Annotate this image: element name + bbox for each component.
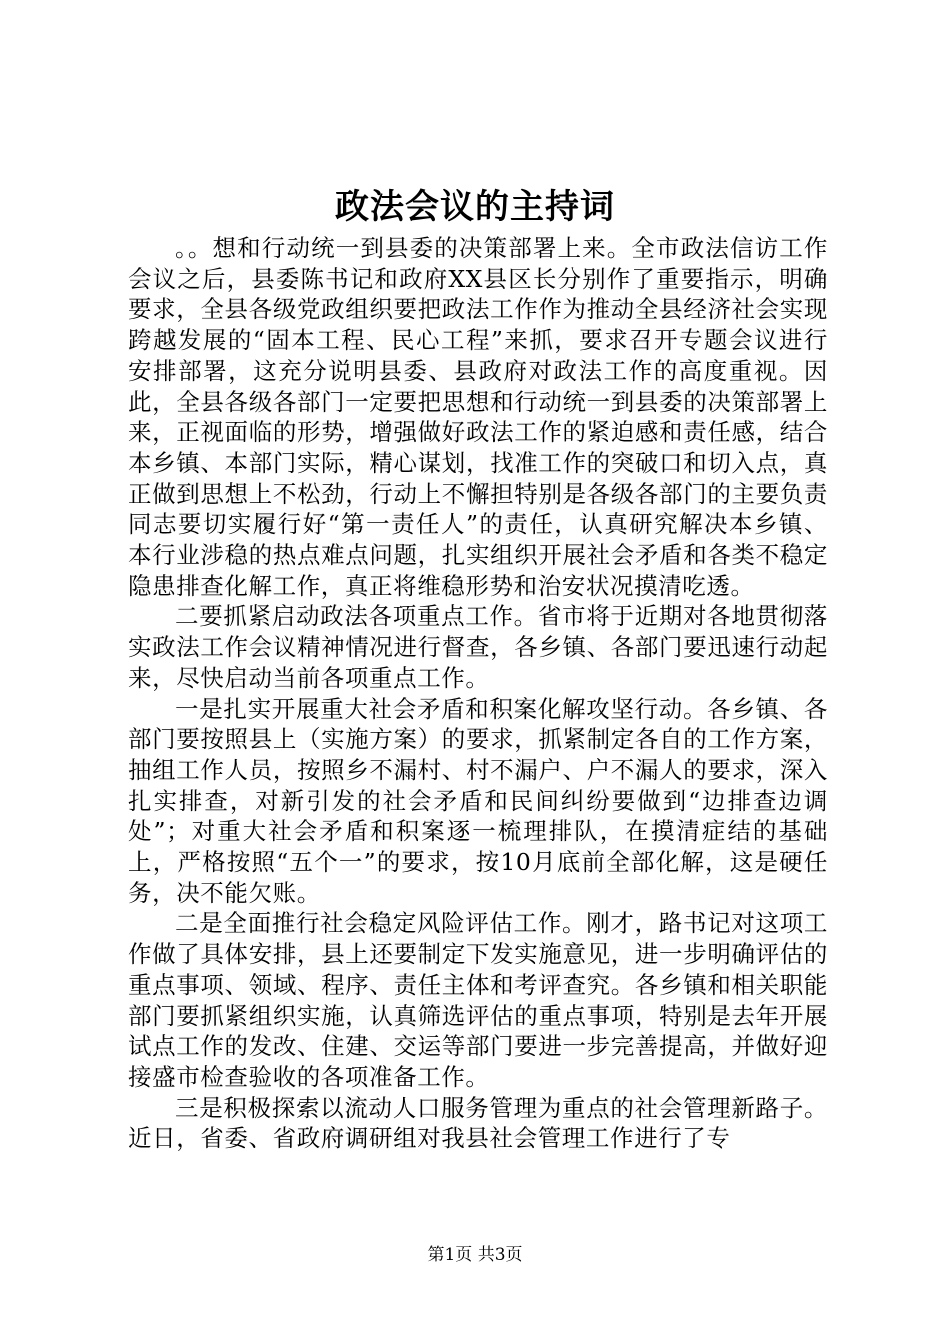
document-title: 政法会议的主持词 bbox=[335, 187, 615, 227]
paragraph-1: 。。想和行动统一到县委的决策部署上来。全市政法信访工作会议之后，县委陈书记和政府XX县区长分别作了重要指示，明确要求，全县各级党政组织要把政法工作作为推动全县经济社会实现跨越发展的“固本工程、民心工程”来抓，要求召开专题会议进行安排部署，这充分说明县委、县政府对政法工作的高度重视。因此，全县各级各部门一定要把思想和行动统一到县委的决策部署上来，正视面临的形势，增强做好政法工作的紧迫感和责任感，结合本乡镇、本部门实际，精心谋划，找准工作的突破口和切入点，真正做到思想上不松劲，行动上不懈担特别是各级各部门的主要负责同志要切实履行好“第一责任人”的责任，认真研究解决本乡镇、本行业涉稳的热点难点问题，扎实组织开展社会矛盾和各类不稳定隐患排查化解工作，真正将维稳形势和治安状况摸清吃透。 bbox=[128, 234, 828, 600]
document-body bbox=[128, 233, 828, 1154]
page-number-footer: 第1页 共3页 bbox=[427, 1245, 523, 1265]
paragraph-4: 二是全面推行社会稳定风险评估工作。刚才，路书记对这项工作做了具体安排，县上还要制定下发实施意见，进一步明确评估的重点事项、领域、程序、责任主体和考评查究。各乡镇和相关职能部门要抓紧组织实施，认真筛选评估的重点事项，特别是去年开展试点工作的发改、住建、交运等部门要进一步完善提高，并做好迎接盛市检查验收的各项准备工作。 bbox=[128, 909, 828, 1091]
paragraph-2: 二要抓紧启动政法各项重点工作。省市将于近期对各地贯彻落实政法工作会议精神情况进行督查，各乡镇、各部门要迅速行动起来，尽快启动当前各项重点工作。 bbox=[128, 602, 828, 692]
paragraph-3: 一是扎实开展重大社会矛盾和积案化解攻坚行动。各乡镇、各部门要按照县上（实施方案）的要求，抓紧制定各自的工作方案，抽组工作人员，按照乡不漏村、村不漏户、户不漏人的要求，深入扎实排查，对新引发的社会矛盾和民间纠纷要做到“边排查边调处”；对重大社会矛盾和积案逐一梳理排队，在摸清症结的基础上，严格按照“五个一”的要求，按10月底前全部化解，这是硬任务，决不能欠账。 bbox=[128, 694, 828, 907]
paragraph-5: 三是积极探索以流动人口服务管理为重点的社会管理新路子。近日，省委、省政府调研组对我县社会管理工作进行了专 bbox=[128, 1093, 828, 1153]
